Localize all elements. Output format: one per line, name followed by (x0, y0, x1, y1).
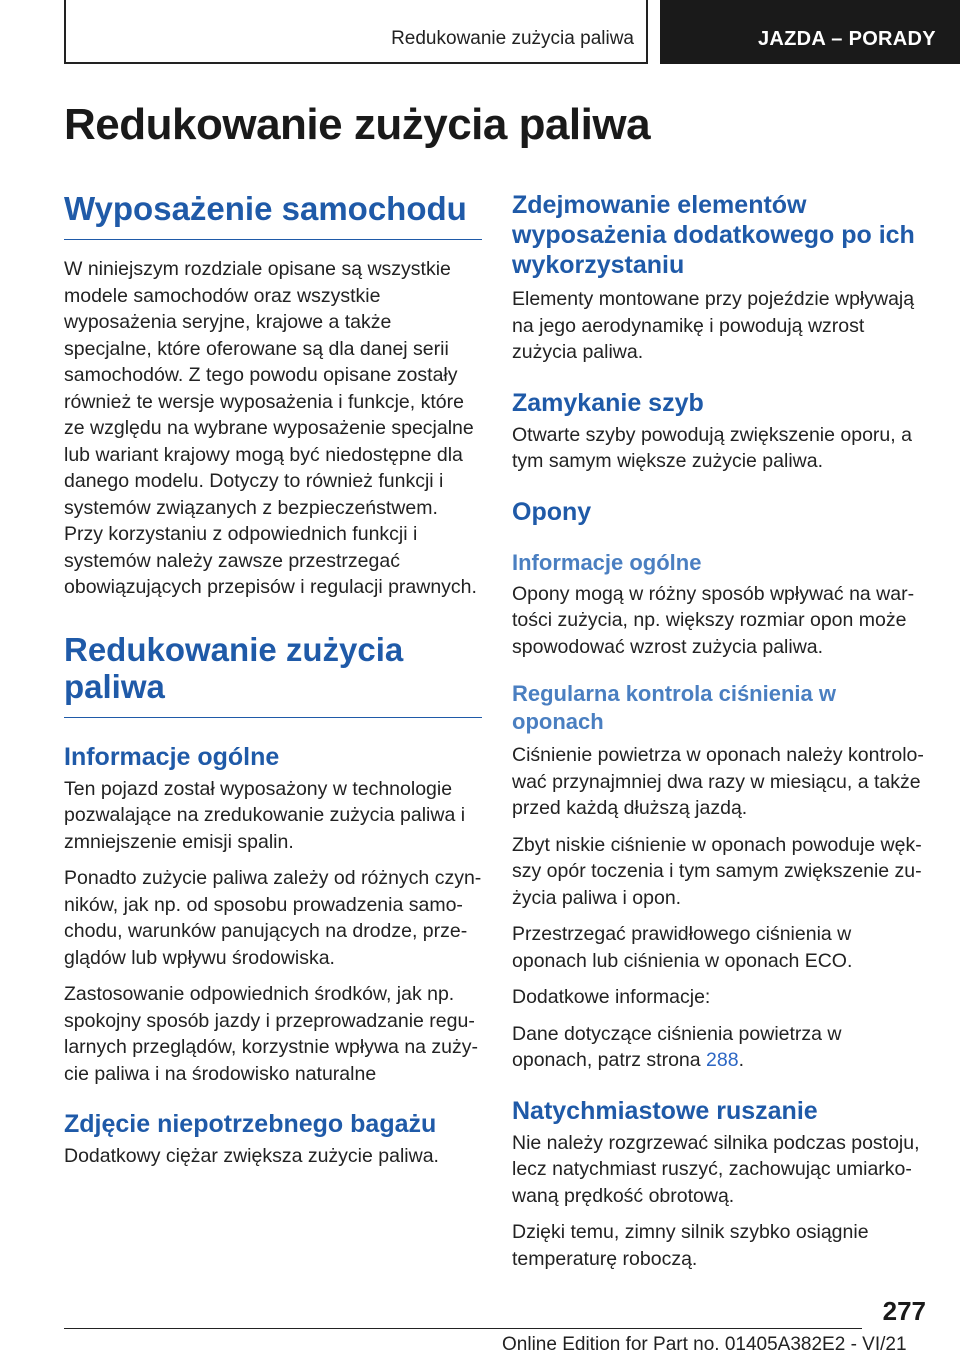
heading-immediate-start: Natychmiastowe ruszanie (512, 1096, 818, 1125)
paragraph-luggage: Dodatkowy ciężar zwiększa zużycie paliwa. (64, 1145, 439, 1167)
heading-general-info: Informacje ogólne (64, 742, 280, 771)
paragraph-equipment: W niniejszym rozdziale opisane są wszystkie modele samochodów oraz wszystkie wyposażenia seryjne, krajowe a także specjalne, które oferowane są dla danej serii samochodów. Z tego powodu opisane zostały również te wersje wyposażenia i funkcje, które ze względu na wybrane wyposażenie specjalne lub wariant krajowy mogą być niedostępne dla danego modelu. Dotyczy to również funkcji i systemów związanych z bezpieczeństwem. Przy korzystaniu z odpowiednich funkcji i systemów należy zawsze przestrzegać obowiązujących przepisów i regulacji prawnych. (64, 258, 477, 598)
heading-pressure-check: Regularna kontrola ciśnienia w oponach (512, 681, 836, 734)
paragraph-start-2: Dzięki temu, zimny silnik szybko osiągnie temperaturę roboczą. (512, 1221, 869, 1270)
heading-reduce-consumption: Redukowanie zużycia paliwa (64, 631, 482, 718)
header-chapter-tab (660, 0, 960, 64)
heading-tyres: Opony (512, 497, 592, 526)
heading-tyres-general: Informacje ogólne (512, 549, 702, 575)
paragraph-pressure-5 (512, 1021, 926, 1074)
heading-windows: Zamykanie szyb (512, 388, 704, 417)
left-column (64, 190, 482, 1170)
heading-equipment: Wyposażenie samochodu (64, 190, 482, 240)
paragraph-pressure-2: Zbyt niskie ciśnienie w oponach powoduje wększy opór toczenia i tym samym zwiększenie zużycia paliwa i opon. (512, 833, 922, 909)
pressure-5-suffix: . (738, 1049, 745, 1071)
pressure-5-text: Dane dotyczące ciśnienia powietrza w oponach, patrz strona (512, 1022, 842, 1071)
paragraph-windows: Otwarte szyby powodują zwiększenie oporu, a tym samym większe zużycie paliwa. (512, 423, 912, 472)
heading-luggage: Zdjęcie niepotrzebnego bagażu (64, 1110, 437, 1138)
paragraph-pressure-4: Dodatkowe informacje: (512, 986, 711, 1008)
page-reference-link[interactable]: 288 (706, 1049, 739, 1071)
header-section-box (64, 0, 648, 64)
paragraph-start-1: Nie należy rozgrzewać silnika podczas postoju, lecz natychmiast ruszyć, zachowując umiarkowaną prędkość obrotową. (512, 1131, 920, 1207)
header-chapter-label: JAZDA – PORADY (758, 28, 936, 50)
paragraph-tyres-general: Opony mogą w różny sposób wpływać na wartości zużycia, np. większy rozmiar opon może spowodować wzrost zużycia paliwa. (512, 582, 915, 658)
footer-edition: Online Edition for Part no. 01405A382E2 - VI/21 (502, 1334, 907, 1355)
heading-remove-equipment: Zdejmowanie elementów wyposażenia dodatkowego po ich wykorzystaniu (512, 191, 915, 279)
paragraph-pressure-1: Ciśnienie powietrza w oponach należy kontrolować przynajmniej dwa razy w miesiącu, a także przed każdą dłuższą jazdą. (512, 744, 924, 819)
header-section-title: Redukowanie zużycia paliwa (391, 28, 634, 49)
paragraph-general-1: Ten pojazd został wyposażony w technologie pozwalające na zredukowanie zużycia paliwa i zmniejszenie emisji spalin. (64, 777, 466, 853)
page-number: 277 (882, 1296, 926, 1326)
paragraph-general-2: Ponadto zużycie paliwa zależy od różnych czynników, jak np. od sposobu prowadzenia samochodu, warunków panujących na drodze, przeglądów lub wpływu środowiska. (64, 867, 482, 969)
paragraph-pressure-3: Przestrzegać prawidłowego ciśnienia w oponach lub ciśnienia w oponach ECO. (512, 923, 853, 972)
paragraph-general-3: Zastosowanie odpowiednich środków, jak np. spokojny sposób jazdy i przeprowadzanie regularnych przeglądów, korzystnie wpływa na zużycie paliwa i na środowisko naturalne (64, 983, 479, 1085)
paragraph-remove-equipment: Elementy montowane przy pojeździe wpływają na jego aerodynamikę i powodują wzrost zużycia paliwa. (512, 288, 915, 363)
right-column (512, 190, 926, 1272)
footer-divider (64, 1328, 862, 1329)
page-title: Redukowanie zużycia paliwa (64, 100, 651, 149)
